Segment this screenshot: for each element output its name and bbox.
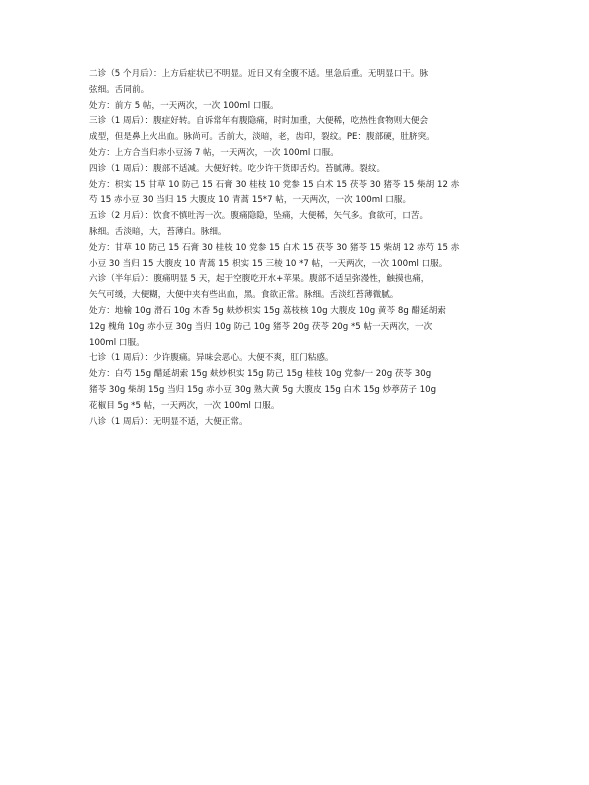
text-line: 处方：枳实 15 甘草 10 防己 15 石膏 30 桂枝 10 党参 15 白术 15 茯苓 30 猪苓 15 柴胡 12 赤: [89, 179, 460, 190]
text-line: 处方：上方合当归赤小豆汤 7 帖，一天两次，一次 100ml 口服。: [89, 147, 339, 158]
text-line: 处方：白芍 15g 醋延胡索 15g 麸炒枳实 15g 防己 15g 桂枝 10g 党参/一 20g 茯苓 30g: [89, 369, 432, 380]
text-line: 芍 15 赤小豆 30 当归 15 大腹皮 10 青蒿 15*7 帖，一天两次，一次 100ml 口服。: [89, 195, 412, 206]
text-line: 二诊（5 个月后）：上方后症状已不明显。近日又有全腹不适。里急后重。无明显口干。脉: [89, 69, 429, 79]
text-line: 八诊（1 周后）：无明显不适，大便正常。: [89, 416, 248, 427]
case-record-text: [89, 67, 504, 430]
text-line: 脉细。舌淡暗，大，苔薄白。脉细。: [89, 226, 227, 237]
text-line: 处方：甘草 10 防己 15 石膏 30 桂枝 10 党参 15 白术 15 茯苓 30 猪苓 15 柴胡 12 赤芍 15 赤: [89, 242, 460, 253]
text-line: 花椒目 5g *5 帖，一天两次，一次 100ml 口服。: [89, 400, 280, 411]
text-line: 成型，但是鼻上火出血。脉尚可。舌前大，淡暗，老，齿印，裂纹。PE：腹部硬，肚脐突。: [89, 132, 435, 143]
text-line: 三诊（1 周后）：腹症好转。自诉常年有腹隐痛，时时加重，大便稀，吃热性食物则大便会: [89, 116, 429, 127]
text-line: 六诊（半年后）：腹痛明显 5 天，起于空腹吃开水+苹果。腹部不适呈弥漫性，触摸也痛，: [89, 274, 430, 285]
text-line: 七诊（1 周后）：少许腹痛。异味会恶心。大便不爽，肛门粘感。: [89, 353, 334, 364]
text-line: 五诊（2 月后）：饮食不慎吐泻一次。腹痛隐隐，坠痛，大便稀，矢气多。食欲可，口苦。: [89, 211, 429, 222]
text-line: 100ml 口服。: [89, 337, 145, 348]
text-line: 四诊（1 周后）：腹部不适减。大便好转。吃少许干货即舌灼。苔腻薄。裂纹。: [89, 163, 386, 174]
text-line: 12g 槐角 10g 赤小豆 30g 当归 10g 防己 10g 猪苓 20g 茯苓 20g *5 帖一天两次，一次: [89, 321, 433, 332]
text-line: 矢气可缓，大便糊，大便中夹有些出血，黑。食欲正常。脉细。舌淡红苔薄微腻。: [89, 290, 399, 301]
text-line: 猪苓 30g 柴胡 15g 当归 15g 赤小豆 30g 熟大黄 5g 大腹皮 15g 白术 15g 炒葶苈子 10g: [89, 384, 437, 395]
text-line: 弦细。舌同前。: [89, 84, 150, 95]
text-line: 处方：前方 5 帖，一天两次，一次 100ml 口服。: [89, 100, 279, 111]
text-line: 小豆 30 当归 15 大腹皮 10 青蒿 15 枳实 15 三棱 10 *7 帖，一天两次，一次 100ml 口服。: [89, 258, 448, 269]
text-line: 处方：地榆 10g 滑石 10g 木香 5g 麸炒枳实 15g 荔枝核 10g 大腹皮 10g 黄芩 8g 醋延胡索: [89, 305, 446, 316]
